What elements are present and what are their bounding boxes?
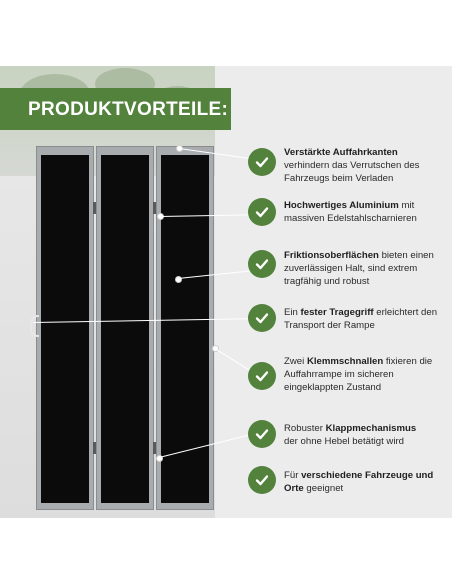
check-icon: [248, 466, 276, 494]
page-title: PRODUKTVORTEILE:: [28, 99, 229, 120]
hinge: [93, 442, 96, 454]
feature-text: Für verschiedene Fahrzeuge und Orte geeignet: [284, 470, 434, 494]
carry-handle: [30, 315, 39, 337]
feature-text: Friktionsoberflächen bieten einen zuverlässigen Halt, sind extrem tragfähig und robust: [284, 250, 434, 287]
check-icon: [248, 198, 276, 226]
feature-text: Robuster Klappmechanismus der ohne Hebel betätigt wird: [284, 423, 417, 447]
check-icon: [248, 250, 276, 278]
feature-text: Ein fester Tragegriff erleichtert den Transport der Rampe: [284, 307, 438, 331]
check-icon: [248, 148, 276, 176]
ramp-panel-middle: [96, 146, 154, 510]
check-icon: [248, 420, 276, 448]
hinge: [153, 442, 156, 454]
feature-text: Hochwertiges Aluminium mit massiven Edelstahlscharnieren: [284, 200, 417, 224]
hinge: [153, 202, 156, 214]
friction-surface: [41, 155, 89, 503]
feature-text: Verstärkte Auffahrkanten verhindern das Verrutschen des Fahrzeugs beim Verladen: [284, 147, 420, 184]
ramp-panel-left: [36, 146, 94, 510]
feature-text: Zwei Klemmschnallen fixieren die Auffahrrampe im sicheren eingeklappten Zustand: [284, 356, 433, 393]
hinge: [93, 202, 96, 214]
check-icon: [248, 362, 276, 390]
background-wall-right: [215, 66, 452, 518]
check-icon: [248, 304, 276, 332]
friction-surface: [101, 155, 149, 503]
